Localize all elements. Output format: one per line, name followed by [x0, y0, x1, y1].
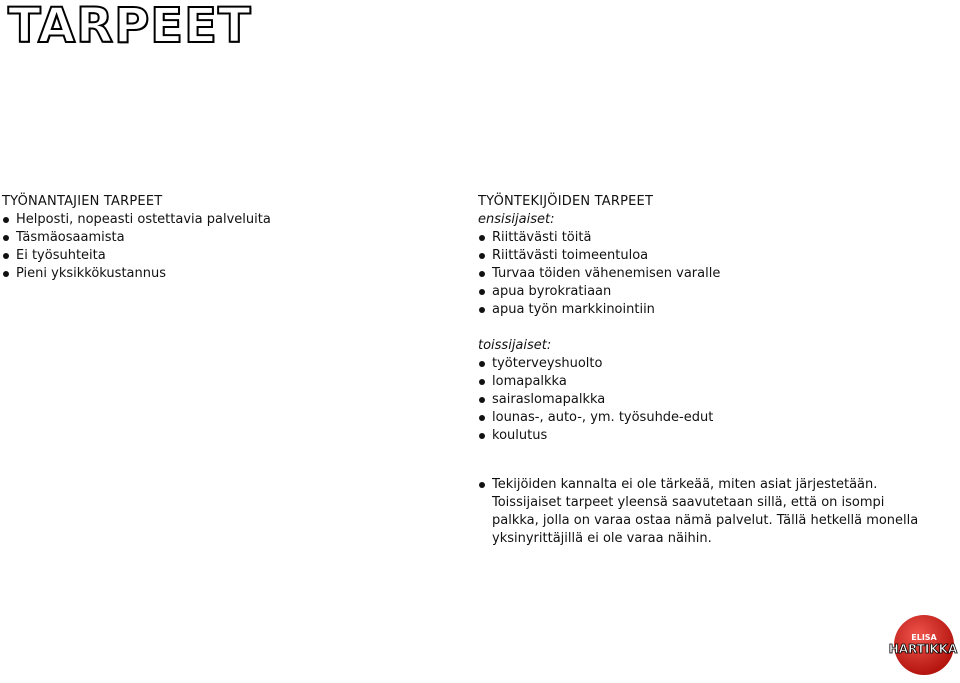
list-item: apua työn markkinointiin [478, 301, 720, 319]
list-item: Riittävästi töitä [478, 229, 720, 247]
list-item: työterveyshuolto [478, 355, 720, 373]
list-item: Helposti, nopeasti ostettavia palveluita [2, 211, 271, 229]
list-item: sairaslomapalkka [478, 391, 720, 409]
list-item: Riittävästi toimeentuloa [478, 247, 720, 265]
primary-needs-list [478, 229, 720, 319]
list-item: Ei työsuhteita [2, 247, 271, 265]
secondary-needs-list [478, 355, 720, 445]
employer-needs-heading: TYÖNANTAJIEN TARPEET [2, 194, 163, 209]
elisa-hartikka-logo [888, 612, 958, 678]
logo-line1: ELISA [911, 633, 937, 642]
employee-needs-section [478, 193, 720, 445]
page-title: TARPEET [8, 0, 252, 54]
employer-needs-list [2, 211, 271, 283]
summary-note [478, 476, 928, 548]
list-item: apua byrokratiaan [478, 283, 720, 301]
primary-needs-label: ensisijaiset: [478, 212, 555, 227]
employee-needs-heading: TYÖNTEKIJÖIDEN TARPEET [478, 194, 654, 209]
summary-note-text: Tekijöiden kannalta ei ole tärkeää, miten asiat järjestetään. Toissijaiset tarpeet yleensä saavutetaan sillä, että on isompi palkka, jolla on varaa ostaa nämä palvelut. Tällä hetkellä monella yksinyrittäjillä ei ole varaa näihin. [478, 476, 928, 548]
list-item: lomapalkka [478, 373, 720, 391]
secondary-needs-label: toissijaiset: [478, 338, 552, 353]
list-item: koulutus [478, 427, 720, 445]
list-item: lounas-, auto-, ym. työsuhde-edut [478, 409, 720, 427]
list-item: Turvaa töiden vähenemisen varalle [478, 265, 720, 283]
spacer [478, 319, 720, 337]
employer-needs-section [2, 193, 271, 283]
list-item: Täsmäosaamista [2, 229, 271, 247]
list-item: Pieni yksikkökustannus [2, 265, 271, 283]
logo-line2: HARTIKKA [888, 642, 958, 656]
